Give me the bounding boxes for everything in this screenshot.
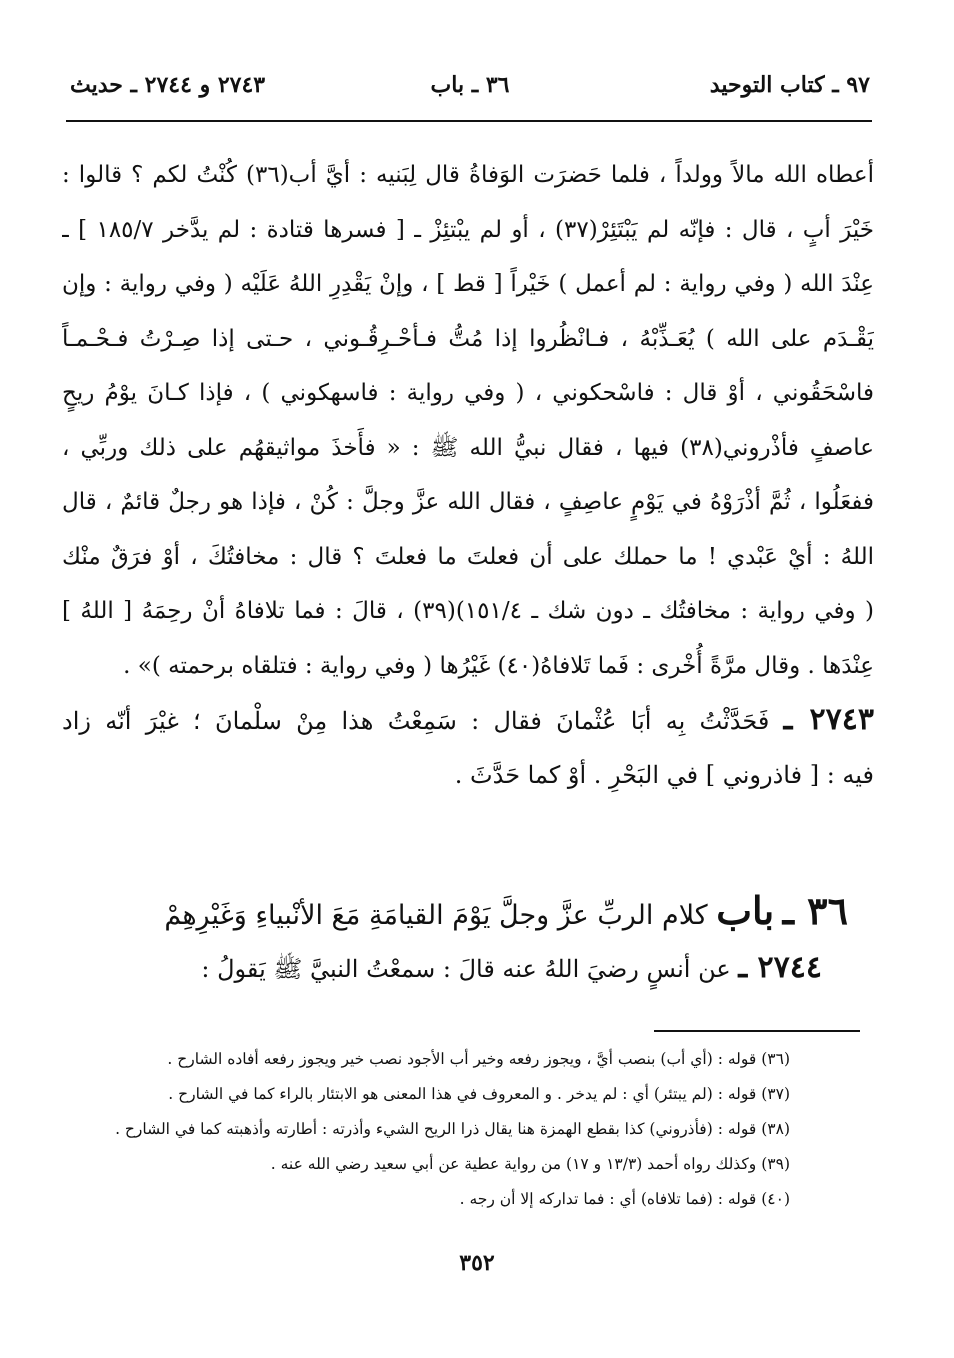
footnotes [60, 1042, 790, 1217]
hadith-2743-line1 [62, 693, 874, 748]
footnote: (٣٧) قوله : (لم يبتئر) أي : لم يدخر . و المعروف في هذا المعنى هو الابتئار بالراء كما في الشارح . [168, 1085, 790, 1103]
text-line: فاسْحَقُوني ، أوْ قال : فاسْحكوني ، ( وفي رواية : فاسهكوني ) ، فإذا كـانَ يوْمُ ريحٍ [62, 380, 874, 406]
chapter-number: ٣٦ ـ [782, 888, 848, 933]
page-number: ٣٥٢ [459, 1250, 495, 1276]
footnote: (٤٠) قوله : (فما تلافاه) أي : فما تداركه إلا أن رجه . [459, 1190, 790, 1208]
footnote: (٣٩) وكذلك رواه أحمد (١٣/٣ و ١٧) من رواية عطية عن أبي سعيد رضي الله عنه . [270, 1155, 790, 1173]
text-line: عِنْدَها . وقال مرَّةً أُخْرى : فَما تَلافاهُ(٤٠) غَيْرُها ( وفي رواية : فتلقاه برحمته )» . [123, 652, 874, 679]
hadith-number: ٢٧٤٣ ـ [783, 702, 874, 737]
footnote: (٣٨) قوله : (فأذروني) كذا بقطع الهمزة هنا يقال ذرا الريح الشيء وأذرته : أطارته وأذهبته كما في الشارح . [115, 1120, 790, 1138]
text-line: ففعَلُوا ، ثُمَّ أذْرَوْهُ في يَوْمٍ عاصِفٍ ، فقال الله عزَّ وجلَّ : كُنْ ، فإذا هو رجلٌ قائمٌ ، قال [62, 489, 874, 515]
header-book-title: ٩٧ ـ كتاب التوحيد [709, 72, 870, 98]
footnote: (٣٦) قوله : (أي أب) بنصب أيَّ ، ويجوز رفعه وخير أب الأجود نصب خير ويجوز رفعه أفاده الشارح . [167, 1050, 790, 1068]
hadith-text: فَحَدَّثْتُ بِه أبَا عُثْمانَ فقال : سَمِعْتُ هذا مِنْ سلْمانَ ؛ غيْرَ أنّه زاد [62, 707, 770, 735]
chapter-word: باب [716, 888, 775, 933]
hadith-2744 [100, 940, 822, 996]
header-rule [66, 120, 872, 122]
text-line: يَقْـدَم على الله ) يُعَـذِّبْهُ ، فـانْظُروا إذا مُتُّ فـأحْـرِقُـوني ، حـتى إذا صِـرْتُ فـحْـمـاً [62, 325, 874, 352]
text-line: عِنْدَ الله ( وفي رواية : لم أعمل ) خَيْراً [ قط ] ، وإنْ يَقْدِرِ اللهُ عَلَيْه ( وفي رواية : وإن [62, 271, 874, 297]
text-line: أعطاه الله مالاً وولداً ، فلما حَضرَت الوَفاةُ قال لِبَنيه : أيَّ أب(٣٦) كُنْتُ لكم ؟ قالوا : [62, 162, 874, 188]
text-line: ( وفي رواية : مخافتُك ـ دون شك ـ ١٥١/٤)(٣٩) ، قالَ : فما تلافاهُ أنْ رحِمَهُ [ اللهُ ] [62, 598, 874, 624]
text-line: اللهُ : أيْ عَبْدي ! ما حملك على أن فعلتَ ما فعلتَ ؟ قال : مخافتُكَ ، أوْ فرَقٌ منْك [62, 543, 874, 570]
main-text [62, 148, 874, 802]
chapter-heading [100, 876, 848, 946]
header-chapter: ٣٦ ـ باب [430, 72, 510, 98]
header-hadith-range: ٢٧٤٣ و ٢٧٤٤ ـ حديث [70, 72, 266, 98]
footnote-rule [654, 1030, 860, 1032]
hadith-text: عن أنسٍ رضيَ اللهُ عنه قالَ : سمعْتُ النبيَّ ﷺ يَقولُ : [201, 955, 731, 983]
running-header [70, 72, 870, 112]
text-line: خَيْرَ أبٍ ، قال : فإنّه لم يَبْتَئِرْ(٣٧) ، أو لم يبْتئِزْ ـ [ فسرها قتادة : لم يدَّخر ١٨٥/٧ ] ـ [62, 216, 874, 243]
hadith-number: ٢٧٤٤ ـ [738, 950, 822, 985]
chapter-title: كلام الربِّ عزَّ وجلَّ يَوْمَ القيامَةِ مَعَ الأنْبياءِ وَغَيْرِهِمْ [164, 900, 708, 931]
text-line: عاصفٍ فأذْروني(٣٨) فيها ، فقال نبيُّ الله ﷺ : « فأَخذَ مواثيقهُم على ذلك وربِّي ، [62, 434, 874, 461]
hadith-2743-line2: فيه : [ فاذروني ] في البَحْرِ . أوْ كما حَدَّثَ . [454, 760, 874, 789]
